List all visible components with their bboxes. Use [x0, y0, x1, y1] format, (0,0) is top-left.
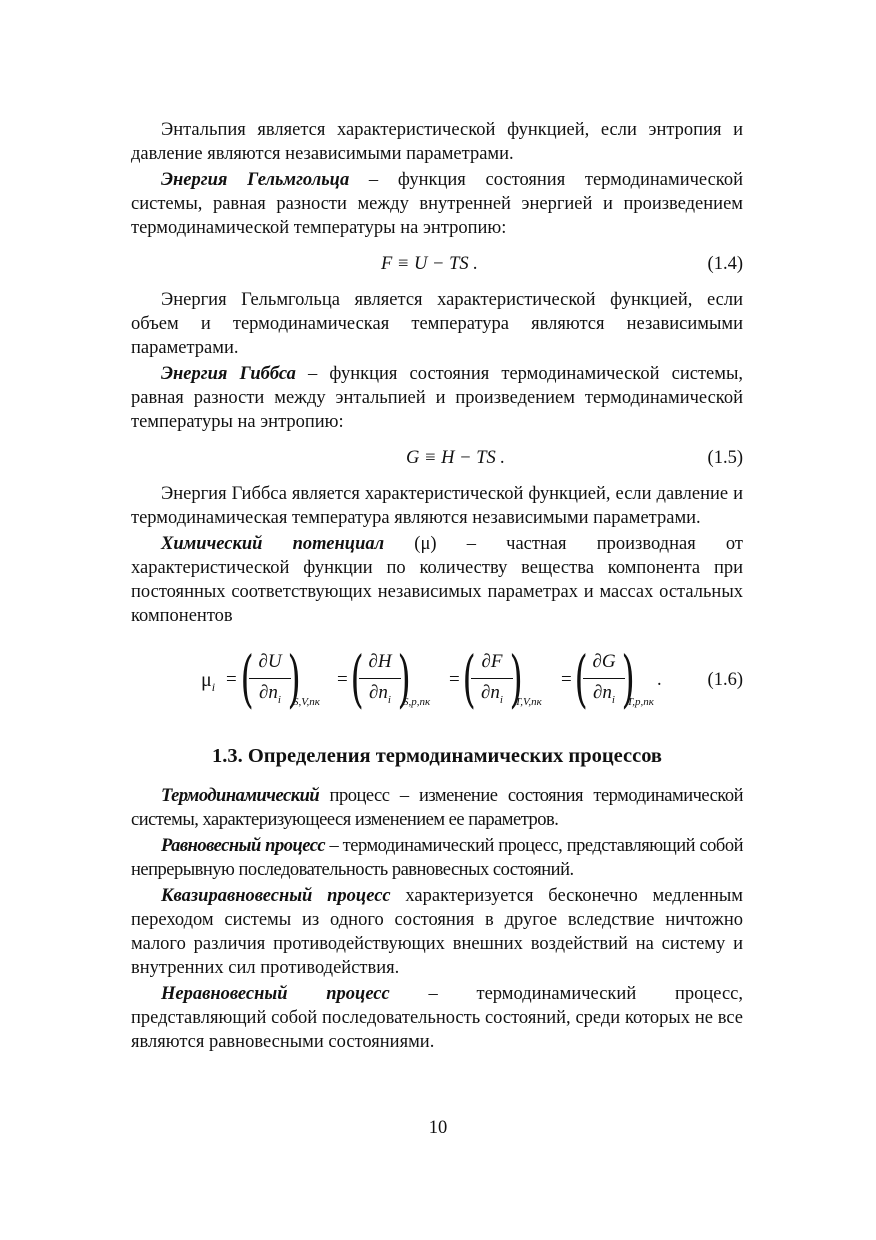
left-paren: ( — [240, 642, 254, 715]
left-paren: ( — [462, 642, 476, 715]
denominator-symbol: ∂n — [481, 682, 500, 703]
subscript-constants: T,V,nк — [515, 696, 542, 708]
partial-fraction-u — [249, 650, 291, 712]
equals-sign: = — [226, 669, 237, 690]
subscript-constants: T,p,nк — [627, 696, 654, 708]
chemical-potential-text: (μ) – частная производная от характеристической функции по количеству вещества компонента при постоянных соответствующих независимых параметрах и массах остальных компонентов — [131, 534, 743, 626]
equation-1-4-number: (1.4) — [707, 254, 743, 274]
fraction-numerator: ∂F — [481, 651, 503, 672]
mu-subscript: i — [211, 680, 216, 694]
term-thermodynamic: Термодинамический — [161, 786, 320, 806]
fraction-denominator — [471, 681, 513, 712]
definition-equilibrium-process — [131, 834, 743, 882]
term-gibbs: Энергия Гиббса — [161, 364, 296, 384]
denominator-symbol: ∂n — [259, 682, 278, 703]
term-helmholtz: Энергия Гельмгольца — [161, 170, 350, 190]
equals-sign: = — [561, 669, 572, 690]
mu-symbol: μ — [201, 669, 212, 691]
gibbs-definition-text: – функция состояния термодинамической системы, равная разности между энтальпией и произведением термодинамической температуры на энтропию: — [131, 364, 744, 432]
left-paren: ( — [350, 642, 364, 715]
equation-1-5-formula: G ≡ H − TS . — [406, 448, 505, 468]
paragraph-helmholtz-characteristic: Энергия Гельмгольца является характеристической функцией, если объем и термодинамическая температура являются независимыми параметрами. — [131, 290, 743, 358]
fraction-bar — [471, 678, 513, 679]
fraction-denominator — [359, 681, 401, 712]
right-paren: ) — [287, 642, 301, 715]
paragraph-chemical-potential — [131, 532, 743, 628]
denominator-subscript: i — [499, 693, 503, 706]
equation-1-4-formula: F ≡ U − TS . — [381, 254, 478, 274]
mu-lhs — [201, 668, 215, 699]
fraction-bar — [583, 678, 625, 679]
definition-text: – термодинамический процесс, представляющий собой непрерывную последовательность равновесных состояний. — [131, 836, 743, 880]
denominator-subscript: i — [277, 693, 281, 706]
term-quasi-equilibrium: Квазиравновесный процесс — [161, 886, 391, 906]
definition-thermodynamic-process — [131, 784, 743, 832]
denominator-symbol: ∂n — [369, 682, 388, 703]
right-paren: ) — [621, 642, 635, 715]
equals-sign: = — [337, 669, 348, 690]
helmholtz-definition-text: – функция состояния термодинамической системы, равная разности между внутренней энергией и произведением термодинамической температуры на энтропию: — [131, 170, 743, 238]
term-nonequilibrium: Неравновесный процесс — [161, 984, 390, 1004]
left-paren: ( — [574, 642, 588, 715]
denominator-symbol: ∂n — [593, 682, 612, 703]
definition-quasi-equilibrium-process — [131, 884, 743, 980]
denominator-subscript: i — [611, 693, 615, 706]
equation-1-6-number: (1.6) — [707, 670, 743, 690]
fraction-denominator — [583, 681, 625, 712]
definition-nonequilibrium-process — [131, 982, 743, 1054]
fraction-bar — [359, 678, 401, 679]
term-chemical-potential: Химический потенциал — [161, 534, 385, 554]
fraction-numerator: ∂G — [592, 651, 616, 672]
partial-fraction-f — [471, 650, 513, 712]
paragraph-gibbs-definition — [131, 362, 743, 434]
page-body — [131, 118, 743, 1056]
fraction-numerator: ∂U — [258, 651, 282, 672]
page-number: 10 — [428, 1118, 448, 1138]
denominator-subscript: i — [387, 693, 391, 706]
paragraph-enthalpy: Энтальпия является характеристической функцией, если энтропия и давление являются независимыми параметрами. — [131, 120, 743, 164]
equation-period: . — [657, 670, 662, 690]
partial-fraction-g — [583, 650, 625, 712]
equals-sign: = — [449, 669, 460, 690]
fraction-denominator — [249, 681, 291, 712]
equation-1-6 — [131, 642, 743, 716]
right-paren: ) — [397, 642, 411, 715]
paragraph-gibbs-characteristic: Энергия Гиббса является характеристической функцией, если давление и термодинамическая температура являются независимыми параметрами. — [131, 484, 743, 528]
section-title: 1.3. Определения термодинамических процессов — [211, 745, 663, 767]
paragraph-helmholtz-definition — [131, 168, 743, 240]
definition-text: процесс – изменение состояния термодинамической системы, характеризующееся изменением ее параметров. — [131, 786, 743, 830]
fraction-numerator: ∂H — [368, 651, 392, 672]
fraction-bar — [249, 678, 291, 679]
term-equilibrium: Равновесный процесс — [161, 836, 326, 856]
definition-text: характеризуется бесконечно медленным переходом системы из одного состояния в другое вследствие ничтожно малого различия противодействующих внешних воздействий на систему и внутренних сил противодействия. — [131, 886, 743, 978]
equation-1-5 — [131, 436, 743, 480]
subscript-constants: S,V,nк — [293, 696, 320, 708]
equation-1-4 — [131, 242, 743, 286]
definition-text: – термодинамический процесс, представляющий собой последовательность состояний, среди которых не все являются равновесными состояниями. — [131, 984, 743, 1052]
partial-fraction-h — [359, 650, 401, 712]
right-paren: ) — [509, 642, 523, 715]
equation-1-5-number: (1.5) — [707, 448, 743, 468]
subscript-constants: S,p,nк — [403, 696, 431, 708]
